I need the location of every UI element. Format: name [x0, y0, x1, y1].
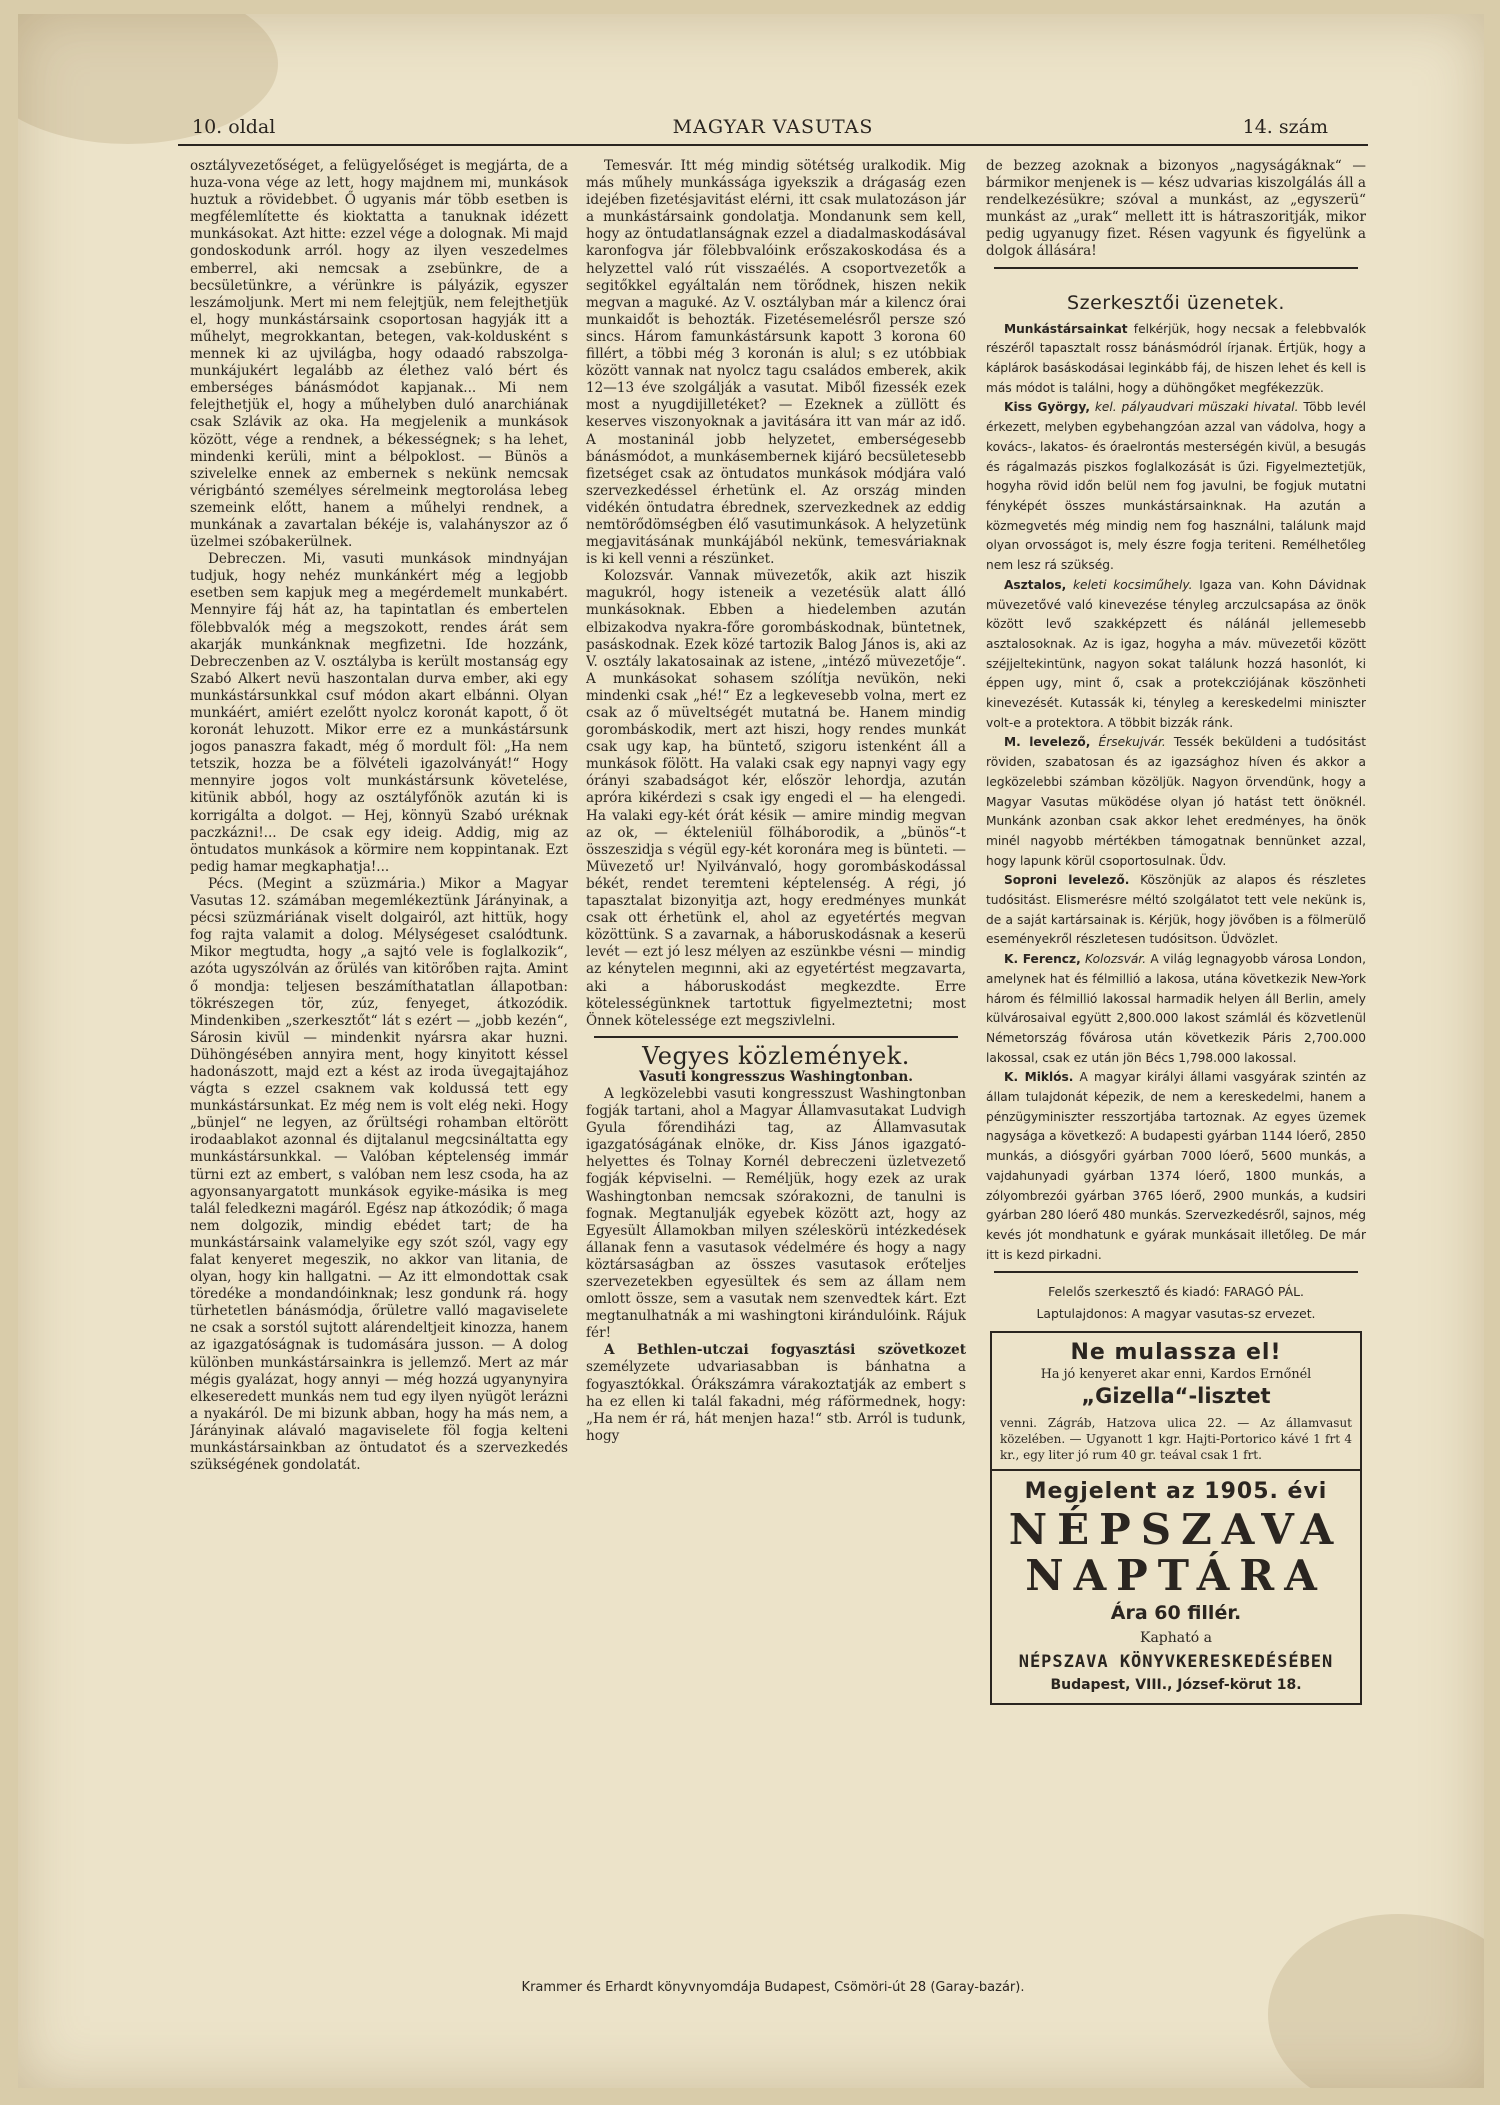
article-paragraph: Temesvár. Itt még mindig sötétség uralkodik. Mig más műhely munkássága igyekszik a drágaság ezen idejében fizetésjavitást elérni, itt csak mulatozáson jár a munkástársaink gondolatja. Mondanunk sem kell, hogy az öntudatlanságnak ezzel a diadalmaskodásával karonfogva jár fölebbvalóink erőszakoskodása és a helyzettel való rút visszaélés. A csoportvezetők a segitőkkel egyáltalán nem törődnek, hiszen nekik megvan a maguké. Az V. osztályban már a kilencz órai munkaidőt is behozták. Fizetésemelésről persze szó sincs. Három famunkástársunk kapott 3 korona 60 fillért, a többi még 3 koronán is alul; s ez utóbbiak között vannak nat nyolcz tagu családos emberek, akik 12—13 éve szolgálják a vasutat. Miből fizessék ezek most a nyugdijilletéket? — Ezeknek a züllött és keserves viszonyoknak a javitására itt van már az idő. A mostaninál jobb helyzetet, emberségesebb bánásmódot, a munkásembernek kijáró becsületesebb fizetséget csak az öntudatos munkások módjára való szervezkedéssel érhetünk el. Az ország minden vidékén öntudatra ébrednek, szervezkednek az eddig nemtörődömségben élő vasutimunkások. A helyzetünk megjavitásának munkájából nekünk, temesváriaknak is ki kell venni a részünket. — [586, 158, 966, 568]
ad-headline: Megjelent az 1905. évi — [1024, 1479, 1328, 1505]
ad-price: Ára 60 fillér. — [1110, 1602, 1242, 1625]
page-number: 10. oldal — [192, 116, 276, 138]
news-text: személyzete udvariasabban is bánhatna a fogyasztókkal. Órákszámra várakoztatják az embert s ha ez ellen ki talál fakadni, még ráförmednek, hogy: „Ha nem ér rá, hát menjen haza!“ stb. Arról is tudunk, hogy — [586, 1359, 966, 1444]
message-text: felkérjük, hogy necsak a felebbvalók részéről tapasztalt rossz bánásmódról írjanak. Értjük, hogy a káplárok basáskodásai leginkább fáj, de hiszen lehet és kell is más módot is találni, hogy a dühöngőket megfékezzük. — [986, 321, 1366, 395]
printer-footer: Krammer és Erhardt könyvnyomdája Budapest, Csömöri-út 28 (Garay-bazár). — [521, 1980, 1025, 1995]
message-addressee: K. Miklós. — [1004, 1070, 1074, 1085]
news-heading: A Bethlen-utczai fogyasztási szövetkozet — [604, 1342, 966, 1359]
section-divider — [594, 1036, 958, 1038]
ad-title: NÉPSZAVA — [1008, 1505, 1344, 1555]
ad-line: Ha jó kenyeret akar enni, Kardos Ernőnél — [1040, 1367, 1312, 1383]
ad-product: „Gizella“-lisztet — [1081, 1384, 1271, 1409]
column-1 — [190, 158, 568, 1978]
advertisement-calendar — [990, 1471, 1362, 1705]
issue-number: 14. szám — [1242, 116, 1328, 138]
ad-shop: NÉPSZAVA KÖNYVKERESKEDÉSÉBEN — [1018, 1652, 1334, 1673]
ad-availability: Kapható a — [1140, 1630, 1212, 1647]
message-addressee: Munkástársainkat — [1004, 321, 1128, 336]
message-addressee: K. Ferencz, — [1004, 952, 1081, 967]
ad-address: Budapest, VIII., József-körut 18. — [1050, 1677, 1302, 1694]
message-addressee: Asztalos, — [1004, 577, 1067, 592]
article-paragraph: osztályvezetőséget, a felügyelőséget is megjárta, de a huza-vona vége az lett, hogy majdnem mi, munkások huztuk a rövidebbet. Ő ugyanis már több esetben is megfélemlítette és kioktatta a tanuknak idézett munkásokat. Azt hitte: ezzel vége a dolognak. Mi majd gondoskodunk arról. hogy az ilyen veszedelmes emberrel, aki nemcsak a zsebünkre, de a becsületünkre, a vérünkre is pályázik, egyszer leszámoljunk. Mert mi nem felejtjük, nem felejthetjük el, hogy munkástársaink csoportosan hagyják itt a műhelyt, megrokkantan, betegen, vak-koldusként s mennek ki az ujvilágba, hogy odaadó rabszolga-munkájukért legalább az élethez való bért és emberséges bánásmódot kapjanak... Mi nem felejthetjük el, hogy a műhelyben duló anarchiának csak Szlávik az oka. Ha megjelenik a munkások között, vége a rendnek, a békességnek; s ha lehet, mindenki kerüli, mint a bélpoklost. — Bünös a szivelelke ennek az embernek s nekünk nemcsak vérigbántó személyes sérelmeink megtorolása lebeg szemeink előtt, hanem a műhelyi rendnek, a munkának a zavartalan békéje is, valahányszor az ő üzelmei szóbakerülnek. — [190, 158, 568, 551]
article-paragraph: Debreczen. Mi, vasuti munkások mindnyájan tudjuk, hogy nehéz munkánkért még a legjobb esetben sem kapjuk meg a megérdemelt munkabért. Mennyire fáj hát az, ha tapintatlan és embertelen fölebbvalók még a megszokott, rendes árát sem akarják munkánknak megfizetni. Ide hozzánk, Debreczenben az V. osztályba is került mostanság egy Szabó Alkert nevü haszontalan durva ember, aki egy munkástársunkkal csuf módon akart elbánni. Olyan munkáért, amiért ezelőtt nyolcz koronát kapott, ő öt koronát lehuzott. Mikor erre ez a munkástársunk jogos panaszra fakadt, még ő mordult föl: „Ha nem tetszik, hozza be a fölvételi igazolványát!“ Hogy mennyire jogos volt munkástársunk követelése, kitünik abból, hogy az osztályfőnök azután ki is korrigálta a dolgot. — Hej, könnyü Szabó uréknak paczkázni!... De csak egy ideig. Addig, mig az öntudatos munkások a körmire nem koppintanak. Ezt pedig hamar megkaphatja!... — [190, 551, 568, 875]
page-header — [178, 110, 1368, 146]
column-2 — [586, 158, 966, 1978]
message-text: Tessék beküldeni a tudósitást röviden, szabatosan és az igazsághoz híven és akkor a legközelebbi számban közöljük. Nagyon örvendünk, hogy a Magyar Vasutas müködése olyan jó hatást tett önöknél. Munkánk azonban csak akkor lehet eredményes, ha önök minél nagyobb mértékben támogatnak bennünket azzal, hogy lapunk körül csoportosulnak. Üdv. — [986, 735, 1366, 868]
editor-info — [986, 1281, 1366, 1325]
message-addressee: Soproni levelező. — [1004, 873, 1130, 888]
ad-headline: Ne mulassza el! — [1070, 1340, 1282, 1366]
message-place: Érsekujvár. — [1090, 735, 1166, 750]
article-paragraph: de bezzeg azoknak a bizonyos „nagyságáknak“ — bármikor menjenek is — kész udvarias kiszolgálás áll a rendelkezésükre; szóval a munkást, az „egyszerü“ munkást az „urak“ mellett itt is hátraszoritják, mikor pedig ugyanugy fizet. Résen vagyunk és figyelünk a dolgok állására! — [986, 158, 1366, 260]
message-text: A magyar királyi állami vasgyárak szintén az állam tulajdonát képezik, de nem a kereskedelmi, hanem a pénzügyminiszter resszortjába tartoznak. Az egyes üzemek nagysága a következő: A budapesti gyárban 1144 lóerő, 2850 munkás, a diósgyőri gyárban 7000 lóerő, 5600 munkás, a vajdahunyadi gyárban 1374 lóerő, 1800 munkás, a zólyombrezói gyárban 3765 lóerő, 2900 munkás, a kudsiri gyárban 280 lóerő 480 munkás. Szervezkedésről, sajnos, még kevés jót mondhatunk e gyárak munkásait illetőleg. De már itt is kezd pirkadni. — [986, 1070, 1366, 1262]
message-text: Igaza van. Kohn Dávidnak müvezetővé való kinevezése tényleg arczulcsapása az önök között levő szakképzett és nálánál jellemesebb asztalosoknak. Az is igaz, hogyha a máv. müvezetői között széjjeltekintünk, nagyon sokat találunk hozzá hasonlót, ki éppen ugy, mint ő, csak a protekcziójának köszönheti kinevezését. Kutassák ki, tényleg a kereskedelmi miniszter volt-e a protektora. A többit bizzák ránk. — [986, 577, 1366, 730]
message-addressee: M. levelező, — [1004, 735, 1091, 750]
column-3 — [986, 158, 1366, 1998]
section-divider — [994, 1271, 1358, 1273]
message-place: kel. pályaudvari müszaki hivatal. — [1090, 400, 1299, 415]
message-text: Több levél érkezett, melyben egybehangzóan azzal van vádolva, hogy a kovács-, lakatos- és óraelrontás mesterségén kivül, a besugás és rágalmazás piszkos foglalkozását is űzi. Figyelmeztetjük, hogyha rövid időn belül nem fog javulni, be fogjuk mutatni fényképét összes munkástársainknak. Ha azután a közmegvetés még mindig nem fog használni, találunk majd olyan orvosságot is, mely észre fogja teriteni. Remélhetőleg nem lesz rá szükség. — [986, 400, 1366, 573]
article-paragraph: Kolozsvár. Vannak müvezetők, akik azt hiszik magukról, hogy isteneik a vezetésük alatt álló munkásoknak. Ebben a hiedelemben azután elbizakodva nyakra-főre gorombáskodnak, büntetnek, pasáskodnak. Ezek közé tartozik Balog János is, aki az V. osztály lakatosainak az istene, „intéző müvezetője“. A munkásokat sohasem szólítja nevükön, neki mindenki csak „hé!“ Ez a legkevesebb volna, mert ez csak az ő müveltségét mutatná be. Hanem mindig gorombáskodik, mert azt hiszi, hogy rendes munkát csak ugy kap, ha büntető, szigoru istenként áll a munkások fölött. Ha valaki csak egy napnyi vagy egy órányi szabadságot kér, először lehordja, azután apróra kikérdezi s csak igy engedi el — ha elengedi. Ha valaki egy-két órát késik — amire mindig megvan az ok, — ékteleniül fölháborodik, a „bünös“-t összeszidja s végül egy-két koronára meg is bünteti. — Müvezető ur! Nyilvánvaló, hogy gorombáskodással békét, rendet teremteni képtelenség. A régi, jó tapasztalat bizonyitja azt, hogy eredményes munkát csak ott érhetünk el, ahol az egyetértés megvan közöttünk. S a zavarnak, a háboruskodásnak a keserü levét — ezt jó lesz mélyen az eszünkbe vésni — mindig az kénytelen megınni, aki az egyetértést megzavarta, aki a háboruskodást megkezdte. Erre kötelességünknek tartottuk figyelmeztetni; most Önnek kötelessége ezt megszivlelni. — [586, 568, 966, 1029]
message-place: Kolozsvár. — [1080, 952, 1147, 967]
section-divider — [994, 267, 1358, 269]
message-text: Köszönjük az alapos és részletes tudósitást. Elismerésre méltó szolgálatot tett vele nekünk is, de a saját kartársainak is. Kérjük, hogy jövőben is a fölmerülő eseményekről részletesen tudósitson. Üdvözlet. — [986, 873, 1366, 947]
editor-messages — [986, 320, 1366, 1266]
section-title: Vegyes közlemények. — [642, 1041, 910, 1070]
message-addressee: Kiss György, — [1004, 400, 1091, 415]
newspaper-title: MAGYAR VASUTAS — [672, 116, 874, 138]
editor-line: Felelős szerkesztő és kiadó: FARAGÓ PÁL. — [1048, 1284, 1304, 1300]
news-heading: Vasuti kongresszus Washingtonban. — [639, 1068, 913, 1085]
newspaper-page — [18, 14, 1484, 2088]
message-text: A világ legnagyobb városa London, amelynek hat és félmillió a lakosa, utána következik New-York három és félmillió lakossal harmadik helyen áll Berlin, amely külvárosaival együtt 2,800.000 lakost számlál és közvetlenül Németország fővárosa után következik Páris 2,700.000 lakossal, csak ez után jön Bécs 1,798.000 lakossal. — [986, 952, 1366, 1065]
advertisement-flour — [990, 1331, 1362, 1471]
article-paragraph: Pécs. (Megint a szüzmária.) Mikor a Magyar Vasutas 12. számában megemlékeztünk Járányinak, a pécsi szüzmáriának viselt dolgairól, azt hittük, hogy fog rajta valamit a dolog. Mélységeset csalódtunk. Mikor megtudta, hogy „a sajtó vele is foglalkozik“, azóta ugyszólván az őrülés van kitörőben rajta. Amint ő mondja: teljesen beszámíthatatlan állapotban: tökrészegen tör, zúz, fenyeget, átkozódik. Mindenkiben „szerkesztőt“ lát s ezért — „jobb kezén“, Sárosin kivül — mindenkit nyársra akar huzni. Dühöngésében annyira ment, hogy kinyitott késsel hadonászott, majd ezt a kést az iroda üvegajtajához vágta s ezzel csaknem vak koldussá tett egy munkástársunkat. Ez még nem is volt elég neki. Hogy „bünjel“ ne legyen, az őrültségi rohamban eltörött irodaablakot azonnal és dijtalanul megcsináltatta egy munkástársunkkal. — Valóban képtelenség immár türni ezt az embert, s valóban nem lesz csoda, ha az agyonsanyargatott munkások egyike-másika is meg talál feledkezni magáról. Egész nap átkozódik; ő maga nem dolgozik, mindig ebédet tart; de ha munkástársaink valamelyike egy szót szól, vagy egy falat kenyeret megeszik, no akkor van litania, de olyan, hogy kin hallgatni. — Az itt elmondottak csak töredéke a mondandóinknak; lesz gondunk rá. hogy türhetetlen bánásmódja, őrületre valló magaviselete ne csak a sorstól sujtott alárendeltjeit kinozza, hanem az igazgatóságnak is tudomására jusson. — A dolog különben munkástársainkra is jellemző. Mert az már mégis gyalázat, hogy annyi — még hozzá ugyanynyira elkeseredett munkás nem tud egy ilyen nyügöt lerázni a nyakáról. De mi bizunk abban, hogy ha más nem, a Járányinak alávaló magaviselete föl fogja kelteni munkástársainkban az öntudatot és a szervezkedés szükségének gondolatát. — [190, 875, 568, 1474]
news-text: A legközelebbi vasuti kongresszust Washingtonban fogják tartani, ahol a Magyar Államvasutakat Ludvigh Gyula főrendiházi tag, az Államvasutak igazgatóságának elnöke, dr. Kiss János igazgató-helyettes és Tolnay Kornél debreczeni üzletvezető fogják képviselni. — Reméljük, hogy ezek az urak Washingtonban nemcsak szórakozni, de tanulni is fognak. Megtanulják egyebek között azt, hogy az Egyesült Államokban milyen széleskörü intézkedések állanak fenn a vasutasok védelmére és hogy a nagy köztársaságban az összes vasutasok erőteljes szervezetekben egyesültek és sem az állam nem omlott össze, sem a vasutak nem szenvedtek kárt. Ezt megtanulhatnák a mi washingtoni kirándulóink. Rájuk fér! — [586, 1085, 966, 1342]
section-title: Szerkesztői üzenetek. — [1067, 291, 1285, 314]
ad-details: venni. Zágráb, Hatzova ulica 22. — Az államvasut közelében. — Ugyanott 1 kgr. Hajti-Portorico kávé 1 frt 4 kr., egy liter jó rum 40 gr. teával csak 1 frt. — [1000, 1416, 1352, 1463]
owner-line: Laptulajdonos: A magyar vasutas-sz ervezet. — [1036, 1306, 1316, 1322]
message-place: keleti kocsiműhely. — [1066, 577, 1193, 592]
ad-title: NAPTÁRA — [1025, 1551, 1327, 1601]
